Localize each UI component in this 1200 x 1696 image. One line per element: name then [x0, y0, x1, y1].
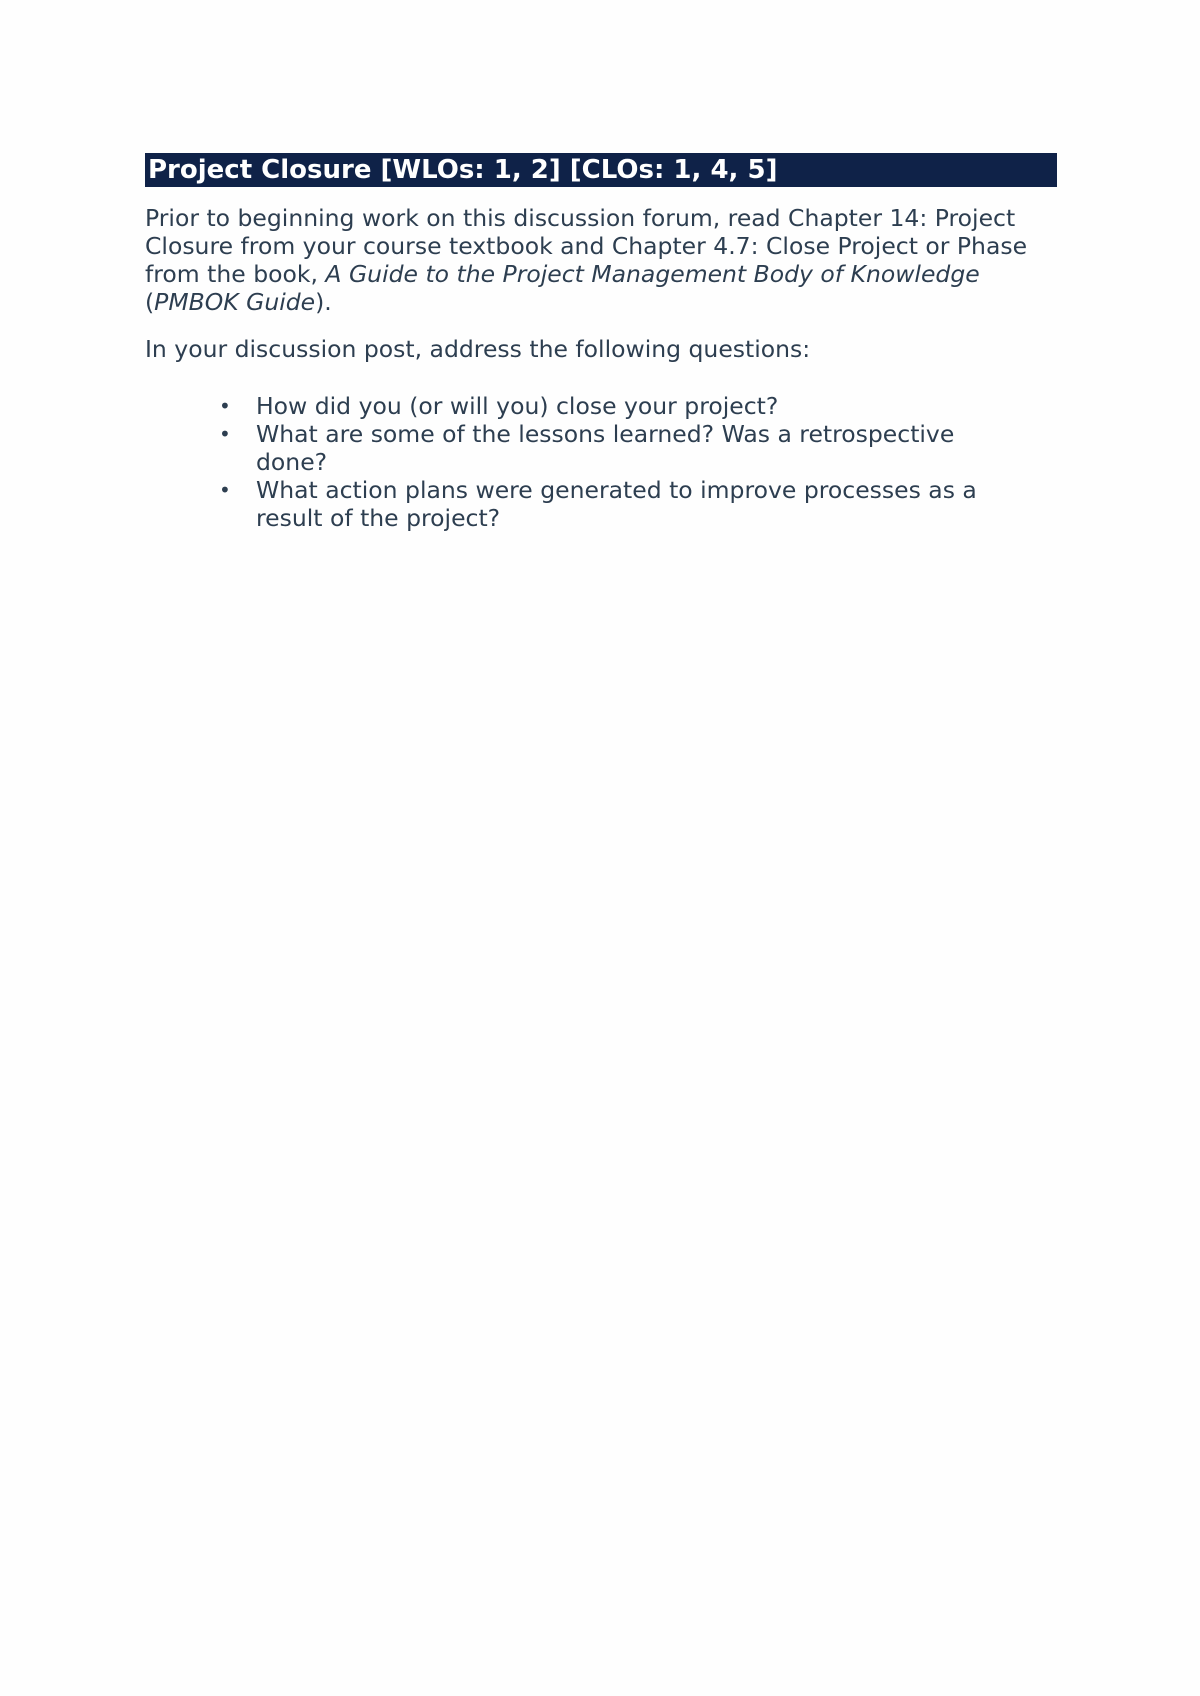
- question-text: What are some of the lessons learned? Was a retrospective done?: [256, 420, 955, 476]
- bullet-icon: •: [219, 422, 231, 446]
- section-heading: Project Closure [WLOs: 1, 2] [CLOs: 1, 4, 5]: [145, 153, 1057, 187]
- bullet-icon: •: [219, 394, 231, 418]
- prompt-paragraph: In your discussion post, address the following questions:: [145, 335, 811, 363]
- bullet-icon: •: [219, 478, 231, 502]
- list-item: [145, 420, 1016, 476]
- question-text: What action plans were generated to improve processes as a result of the project?: [256, 476, 977, 532]
- book-short-title: PMBOK Guide: [154, 288, 316, 316]
- list-item: [145, 392, 1016, 420]
- book-title: A Guide to the Project Management Body of Knowledge: [325, 260, 980, 288]
- intro-text-part2: (: [145, 288, 155, 316]
- intro-text-part3: ).: [315, 288, 332, 316]
- intro-paragraph: [145, 204, 1057, 316]
- question-list: [145, 392, 1057, 532]
- document-content: [145, 153, 1057, 532]
- question-text: How did you (or will you) close your project?: [256, 392, 779, 420]
- list-item: [145, 476, 1016, 532]
- intro-text-part1: Prior to beginning work on this discussion forum, read Chapter 14: Project Closure from your course textbook and Chapter 4.7: Close Project or Phase from the book,: [145, 204, 1028, 288]
